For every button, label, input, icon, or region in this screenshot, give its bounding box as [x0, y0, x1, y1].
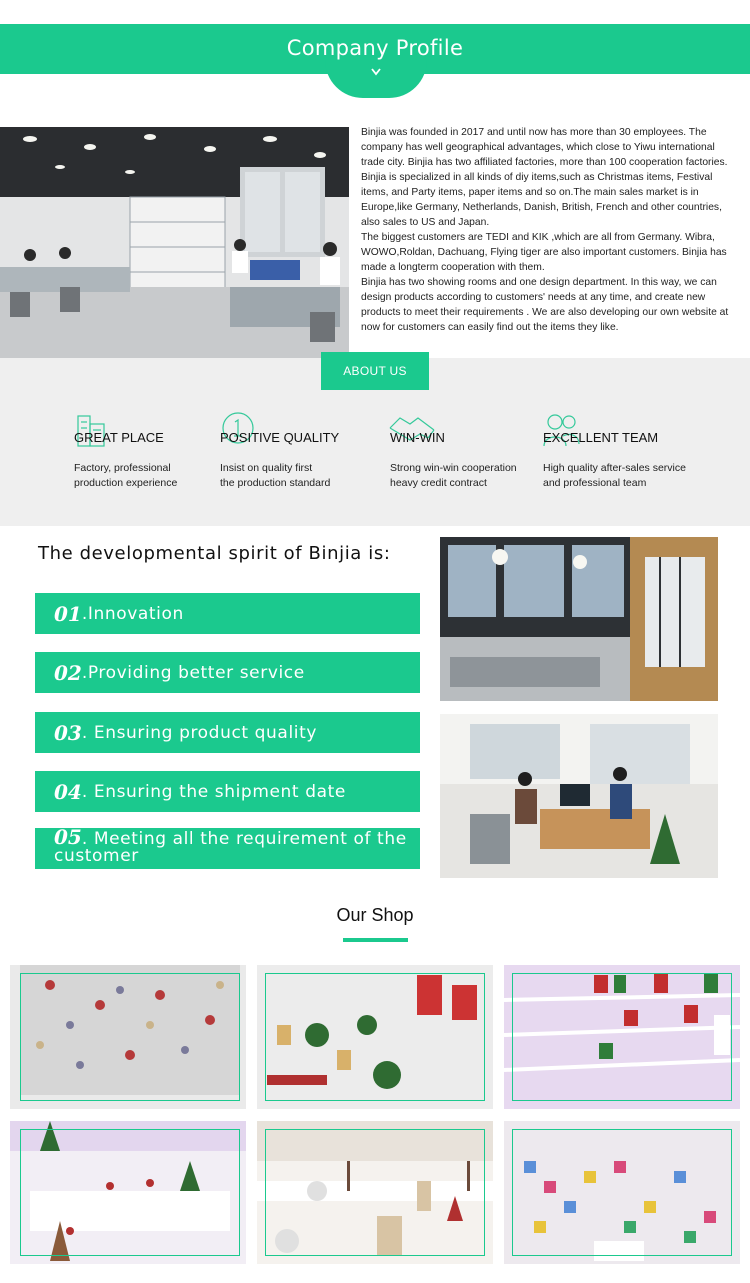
shop-title-underline — [343, 938, 408, 942]
shop-photo-cards-wall — [504, 1121, 740, 1264]
spirit-number: 04 — [54, 779, 82, 804]
feature-desc-line: High quality after-sales service — [543, 462, 686, 474]
spirit-item-innovation — [35, 593, 420, 634]
intro-paragraph: Binjia is specialized in all kinds of diy items,such as Christmas items, Festival items, and Party items, paper items and so on.The main sales market is in Europe,like Germany, Netherlands, Danish, British, French and other countries, also sales to US and Japan. — [361, 172, 722, 228]
chevron-down-icon — [325, 66, 427, 80]
photo-frame — [20, 973, 240, 1101]
feature-desc — [220, 461, 330, 491]
intro-text — [361, 125, 736, 335]
spirit-item-shipment — [35, 771, 420, 812]
photo-frame — [265, 1129, 485, 1256]
photo-frame — [512, 1129, 732, 1256]
shop-photo-wreaths — [257, 965, 493, 1109]
spirit-number: 05 — [54, 825, 82, 849]
spirit-text: .Providing better service — [81, 662, 305, 683]
office-photo — [0, 127, 349, 358]
spirit-text: . Meeting all the requirement of the customer — [54, 829, 407, 866]
intro-paragraph: Binjia has two showing rooms and one design department. In this way, we can design products according to customers' needs at any time, and create new products to meet their requirements . We are also developing our own website at now for customers can easily find out the items they like. — [361, 277, 729, 333]
feature-desc-line: production experience — [74, 477, 178, 489]
shop-photo-ornaments — [10, 965, 246, 1109]
intro-paragraph: Binjia was founded in 2017 and until now has more than 30 employees. The company has well geographical advantages, which close to Yiwu international trade city. Binjia has two affiliated factories, more than 100 cooperation factories. — [361, 127, 728, 168]
photo-frame — [20, 1129, 240, 1256]
photo-frame — [265, 973, 485, 1101]
feature-desc — [543, 461, 686, 491]
spirit-number: 01 — [54, 601, 82, 626]
spirit-text: .Innovation — [81, 603, 184, 624]
feature-desc — [390, 461, 517, 491]
feature-title: EXCELLENT TEAM — [543, 430, 659, 445]
photo-frame — [512, 973, 732, 1101]
feature-desc-line: and professional team — [543, 477, 647, 489]
spirit-number: 03 — [54, 720, 82, 745]
feature-desc — [74, 461, 177, 491]
feature-desc-line: Factory, professional — [74, 462, 171, 474]
about-us-button[interactable]: ABOUT US — [321, 352, 429, 390]
spirit-item-quality — [35, 712, 420, 753]
spirit-item-requirement — [35, 825, 420, 869]
shop-title: Our Shop — [336, 905, 414, 925]
office-staff-photo — [440, 714, 718, 878]
feature-desc-line: the production standard — [220, 477, 331, 489]
header-tab — [325, 60, 427, 98]
intro-paragraph: The biggest customers are TEDI and KIK ,which are all from Germany. Wibra, WOWO,Roldan, Dachuang, Flying tiger are also important customers. Binjia has made a longterm cooperation with them. — [361, 232, 727, 273]
shop-photo-christmas-display — [10, 1121, 246, 1264]
spirit-item-service — [35, 652, 420, 693]
feature-desc-line: heavy credit contract — [390, 477, 487, 489]
office-window-photo — [440, 537, 718, 701]
feature-title: POSITIVE QUALITY — [220, 430, 340, 445]
feature-title: GREAT PLACE — [74, 430, 164, 445]
shop-photo-shelves — [504, 965, 740, 1109]
shop-photo-deer-figures — [257, 1121, 493, 1264]
page-title: Company Profile — [286, 36, 464, 60]
spirit-text: . Ensuring the shipment date — [81, 781, 346, 802]
feature-desc-line: Strong win-win cooperation — [390, 462, 517, 474]
feature-desc-line: Insist on quality first — [220, 462, 313, 474]
spirit-text: . Ensuring product quality — [81, 722, 318, 743]
feature-title: WIN-WIN — [390, 430, 445, 445]
spirit-title: The developmental spirit of Binjia is: — [38, 543, 391, 564]
spirit-number: 02 — [54, 660, 82, 685]
